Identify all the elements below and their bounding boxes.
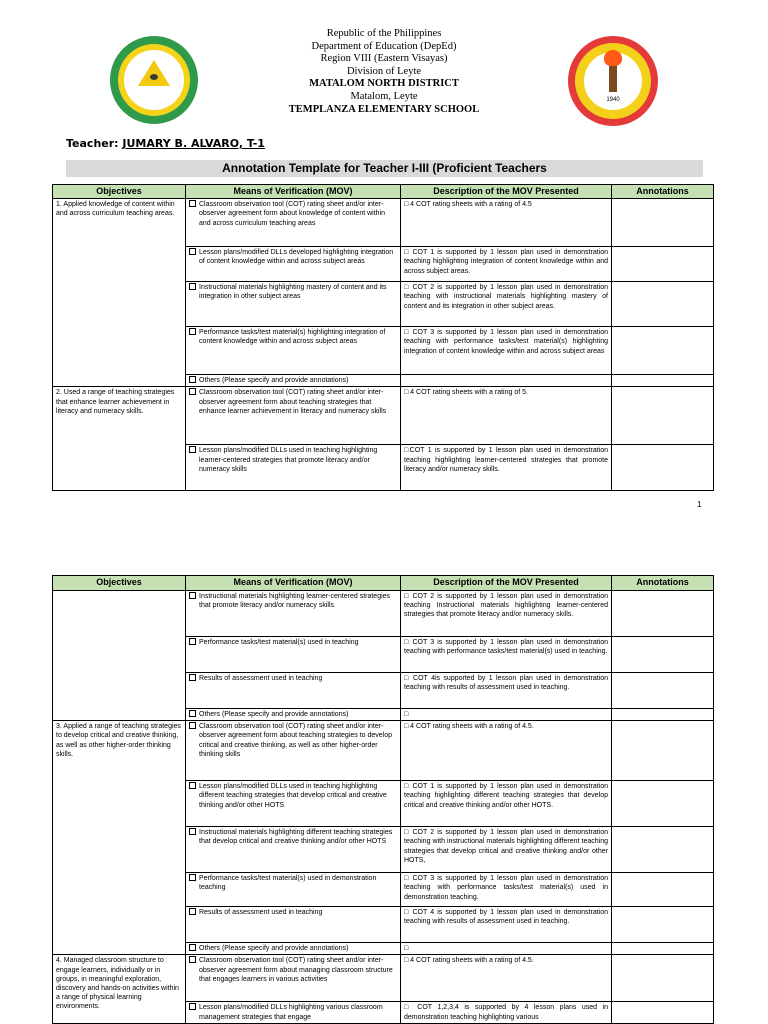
description-cell: □ COT 4is supported by 1 lesson plan used in demonstration teaching with results of assessment used in teaching. — [401, 673, 612, 709]
column-header-description: Description of the MOV Presented — [401, 576, 612, 591]
checkbox-icon[interactable] — [189, 710, 196, 717]
column-header-annotations: Annotations — [612, 185, 714, 199]
annotation-cell[interactable] — [612, 375, 714, 387]
description-cell: □ 4 COT rating sheets with a rating of 4.5. — [401, 721, 612, 781]
letterhead-line: Department of Education (DepEd) — [311, 40, 457, 52]
checkbox-icon[interactable] — [189, 674, 196, 681]
annotation-cell[interactable] — [612, 943, 714, 955]
mov-cell: Performance tasks/test material(s) used in teaching — [186, 637, 401, 673]
letterhead-line: Region VIII (Eastern Visayas) — [320, 53, 448, 65]
mov-cell: Lesson plans/modified DLLs used in teaching highlighting different teaching strategies that develop critical and creative thinking and/or other HOTS — [186, 781, 401, 827]
annotation-cell[interactable] — [612, 445, 714, 491]
checkbox-icon[interactable] — [189, 283, 196, 290]
objective-cell: 2. Used a range of teaching strategies that enhance learner achievement in literacy and numeracy skills. — [53, 387, 186, 491]
mov-cell: Classroom observation tool (COT) rating sheet and/or inter-observer agreement form about knowledge of content within and across curriculum teaching areas — [186, 199, 401, 247]
mov-cell: Lesson plans/modified DLLs highlighting various classroom management strategies that engage — [186, 1002, 401, 1024]
annotation-cell[interactable] — [612, 591, 714, 637]
checkbox-icon[interactable] — [189, 828, 196, 835]
mov-cell: Classroom observation tool (COT) rating sheet and/or inter-observer agreement form about managing classroom structure that engages learners in various activities — [186, 955, 401, 1002]
description-cell: □ COT 1 is supported by 1 lesson plan used in demonstration teaching highlighting integration of content knowledge within and across subject areas. — [401, 247, 612, 282]
description-cell: □ 4 COT rating sheets with a rating of 5. — [401, 387, 612, 445]
annotation-cell[interactable] — [612, 673, 714, 709]
mov-cell: Classroom observation tool (COT) rating sheet and/or inter-observer agreement form about teaching strategies to develop critical and creative thinking, as well as other higher-order thinking skills — [186, 721, 401, 781]
annotation-cell[interactable] — [612, 199, 714, 247]
checkbox-icon[interactable] — [189, 328, 196, 335]
school-name: TEMPLANZA ELEMENTARY SCHOOL — [288, 103, 480, 115]
column-header-description: Description of the MOV Presented — [401, 185, 612, 199]
teacher-line — [66, 137, 265, 150]
checkbox-icon[interactable] — [189, 200, 196, 207]
annotation-cell[interactable] — [612, 327, 714, 375]
annotation-cell[interactable] — [612, 1002, 714, 1024]
mov-cell: Performance tasks/test material(s) highlighting integration of content knowledge within and across subject areas — [186, 327, 401, 375]
mov-cell: Others (Please specify and provide annotations) — [186, 375, 401, 387]
mov-cell: Instructional materials highlighting different teaching strategies that develop critical and creative thinking and/or other HOTS — [186, 827, 401, 873]
description-cell: □ — [401, 709, 612, 721]
objective-cell: 1. Applied knowledge of content within and across curriculum teaching areas. — [53, 199, 186, 387]
description-cell: □ 4 COT rating sheets with a rating of 4.5. — [401, 955, 612, 1002]
annotation-cell[interactable] — [612, 907, 714, 943]
objective-cell: 4. Managed classroom structure to engage learners, individually or in groups, in meaningful exploration, discovery and hands-on activities within a range of physical learning environments. — [53, 955, 186, 1024]
description-cell: □COT 1 is supported by 1 lesson plan used in demonstration teaching highlighting learner-centered strategies that promote literacy and/or numeracy skills. — [401, 445, 612, 491]
mov-cell: Instructional materials highlighting mastery of content and its integration in other subject areas — [186, 282, 401, 327]
description-cell: □ — [401, 943, 612, 955]
letterhead-line: Division of Leyte — [346, 65, 422, 77]
description-cell: □ COT 2 is supported by 1 lesson plan used in demonstration teaching with instructional materials highlighting different teaching strategies that develop critical and creative thinking and/or other HOTS, — [401, 827, 612, 873]
annotation-cell[interactable] — [612, 827, 714, 873]
teacher-label: Teacher: — [66, 137, 123, 150]
mov-cell: Results of assessment used in teaching — [186, 673, 401, 709]
objective-cell — [53, 591, 186, 721]
description-cell: □ 4 COT rating sheets with a rating of 4.5 — [401, 199, 612, 247]
district-name: MATALOM NORTH DISTRICT — [309, 78, 459, 90]
annotation-cell[interactable] — [612, 709, 714, 721]
checkbox-icon[interactable] — [189, 638, 196, 645]
description-cell: □ COT 2 is supported by 1 lesson plan used in demonstration teaching with instructional materials highlighting mastery of content and its integration in other subject areas. — [401, 282, 612, 327]
teacher-name: JUMARY B. ALVARO, T-1 — [122, 137, 265, 150]
description-cell: □ COT 1 is supported by 1 lesson plan used in demonstration teaching highlighting different teaching strategies that develop critical and creative thinking and/or other HOTS. — [401, 781, 612, 827]
letterhead — [0, 28, 768, 116]
annotation-cell[interactable] — [612, 247, 714, 282]
checkbox-icon[interactable] — [189, 376, 196, 383]
description-cell: □ COT 3 is supported by 1 lesson plan used in demonstration teaching with performance tasks/test material(s) used in demonstration teaching. — [401, 873, 612, 907]
checkbox-icon[interactable] — [189, 1003, 196, 1010]
letterhead-line: Matalom, Leyte — [350, 90, 418, 102]
checkbox-icon[interactable] — [189, 944, 196, 951]
mov-cell: Lesson plans/modified DLLs developed highlighting integration of content knowledge within and across subject areas — [186, 247, 401, 282]
description-cell: □ COT 3 is supported by 1 lesson plan used in demonstration teaching with performance tasks/test material(s) highlighting integration of content knowledge within and across subject areas — [401, 327, 612, 375]
annotation-cell[interactable] — [612, 637, 714, 673]
description-cell: □ COT 2 is supported by 1 lesson plan used in demonstration teaching Instructional materials highlighting learner-centered strategies that promote literacy and/or numeracy skills. — [401, 591, 612, 637]
checkbox-icon[interactable] — [189, 956, 196, 963]
mov-cell: Results of assessment used in teaching — [186, 907, 401, 943]
letterhead-line: Republic of the Philippines — [326, 28, 442, 39]
mov-cell: Others (Please specify and provide annotations) — [186, 943, 401, 955]
checkbox-icon[interactable] — [189, 592, 196, 599]
description-cell: □ COT 3 is supported by 1 lesson plan used in demonstration teaching with performance tasks/test material(s) used in teaching. — [401, 637, 612, 673]
annotation-table-page1 — [52, 184, 714, 491]
mov-cell: Instructional materials highlighting learner-centered strategies that promote literacy and/or numeracy skills — [186, 591, 401, 637]
checkbox-icon[interactable] — [189, 874, 196, 881]
column-header-mov: Means of Verification (MOV) — [186, 576, 401, 591]
annotation-cell[interactable] — [612, 781, 714, 827]
annotation-cell[interactable] — [612, 721, 714, 781]
mov-cell: Classroom observation tool (COT) rating sheet and/or inter-observer agreement form about teaching strategies that enhance learner achievement in literacy and numeracy skills — [186, 387, 401, 445]
school-seal-year: 1940 — [606, 97, 620, 103]
objective-cell: 3. Applied a range of teaching strategies to develop critical and creative thinking, as well as other higher-order thinking skills. — [53, 721, 186, 955]
description-cell — [401, 375, 612, 387]
column-header-objectives: Objectives — [53, 185, 186, 199]
checkbox-icon[interactable] — [189, 908, 196, 915]
annotation-cell[interactable] — [612, 955, 714, 1002]
annotation-cell[interactable] — [612, 282, 714, 327]
column-header-objectives: Objectives — [53, 576, 186, 591]
page-number: 1 — [697, 500, 702, 509]
checkbox-icon[interactable] — [189, 446, 196, 453]
mov-cell: Performance tasks/test material(s) used in demonstration teaching — [186, 873, 401, 907]
annotation-table-page2 — [52, 575, 714, 1024]
annotation-cell[interactable] — [612, 873, 714, 907]
mov-cell: Others (Please specify and provide annotations) — [186, 709, 401, 721]
mov-cell: Lesson plans/modified DLLs used in teaching highlighting learner-centered strategies that promote literacy and/or numeracy skills — [186, 445, 401, 491]
checkbox-icon[interactable] — [189, 248, 196, 255]
column-header-annotations: Annotations — [612, 576, 714, 591]
column-header-mov: Means of Verification (MOV) — [186, 185, 401, 199]
annotation-cell[interactable] — [612, 387, 714, 445]
checkbox-icon[interactable] — [189, 722, 196, 729]
description-cell: □ COT 1,2,3,4 is supported by 4 lesson plans used in demonstration teaching highlighting various — [401, 1002, 612, 1024]
checkbox-icon[interactable] — [189, 388, 196, 395]
checkbox-icon[interactable] — [189, 782, 196, 789]
template-title: Annotation Template for Teacher I-III (Proficient Teachers — [66, 160, 703, 177]
description-cell: □ COT 4 is supported by 1 lesson plan used in demonstration teaching with results of assessment used in teaching. — [401, 907, 612, 943]
